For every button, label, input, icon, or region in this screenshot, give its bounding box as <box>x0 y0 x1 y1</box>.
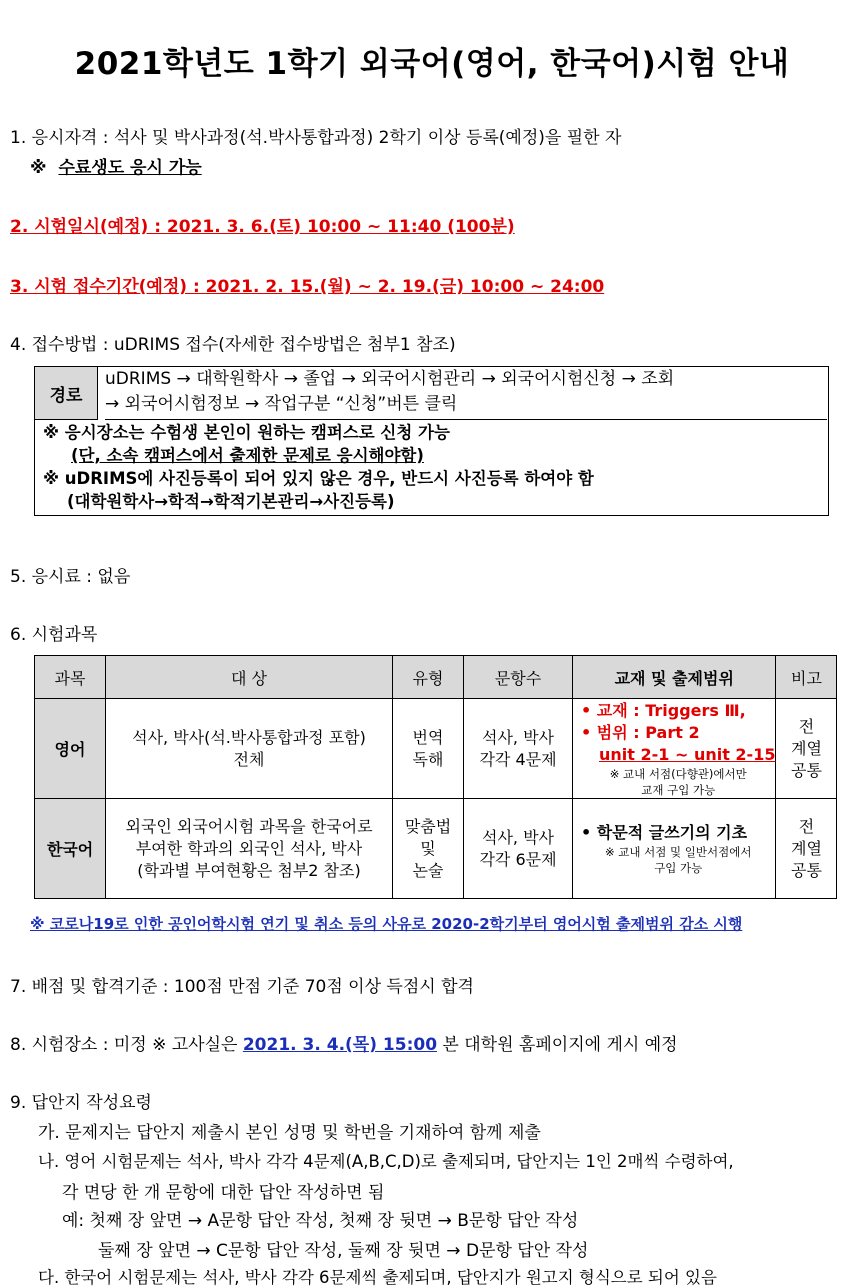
scoring-line: 7. 배점 및 합격기준 : 100점 만점 기준 70점 이상 득점시 합격 <box>10 977 474 997</box>
table-row-english <box>35 699 837 799</box>
note-korean-2: 계열 <box>791 838 822 858</box>
target-korean-3: (학과별 부여현황은 첨부2 참조) <box>137 860 361 880</box>
type-english <box>393 699 464 799</box>
subjects-table <box>34 655 837 899</box>
header-target: 대 상 <box>106 656 393 699</box>
answer-guide-example-1: 예: 첫째 장 앞면 → A문항 답안 작성, 첫째 장 뒷면 → B문항 답안 작성 <box>62 1211 579 1231</box>
material-english-2: • 범위 : Part 2 <box>581 722 700 742</box>
eligibility-note <box>30 153 202 178</box>
type-korean-3: 논술 <box>412 860 444 880</box>
target-english <box>106 699 393 799</box>
note-english-1: 전 <box>798 716 815 736</box>
header-material: 교재 및 출제범위 <box>573 656 776 699</box>
count-english-2: 각각 4문제 <box>479 749 557 769</box>
eligibility-note-text: 수료생도 응시 가능 <box>58 158 202 178</box>
type-korean-2: 및 <box>420 838 436 858</box>
material-english <box>573 699 776 799</box>
answer-guide-da: 다. 한국어 시험문제는 석사, 박사 각각 6문제씩 출제되며, 답안지가 원고지 형식으로 되어 있음 <box>38 1268 717 1287</box>
count-korean <box>464 799 573 899</box>
answer-guide-heading: 9. 답안지 작성요령 <box>10 1093 152 1113</box>
note-korean-1: 전 <box>798 816 815 836</box>
material-english-5: 교재 구입 가능 <box>641 782 716 797</box>
route-box <box>34 366 829 516</box>
note-english-3: 공통 <box>791 760 822 780</box>
table-header-row <box>35 656 837 699</box>
header-count: 문항수 <box>464 656 573 699</box>
answer-guide-ga: 가. 문제지는 답안지 제출시 본인 성명 및 학번을 기재하여 함께 제출 <box>38 1123 541 1143</box>
registration-period-line: 3. 시험 접수기간(예정) : 2021. 2. 15.(월) ~ 2. 19.(금) 10:00 ~ 24:00 <box>10 277 605 297</box>
route-note-4: (대학원학사→학적→학적기본관리→사진등록) <box>67 492 395 511</box>
route-note-2: (단, 소속 캠퍼스에서 출제한 문제로 응시해야함) <box>71 446 424 465</box>
route-note-3: ※ uDRIMS에 사진등록이 되어 있지 않은 경우, 반드시 사진등록 하여야 함 <box>43 469 594 488</box>
fee-line: 5. 응시료 : 없음 <box>10 567 131 587</box>
target-korean <box>106 799 393 899</box>
answer-guide-example-2: 둘째 장 앞면 → C문항 답안 작성, 둘째 장 뒷면 → D문항 답안 작성 <box>98 1241 589 1261</box>
header-note: 비고 <box>776 656 837 699</box>
route-note-1: ※ 응시장소는 수험생 본인이 원하는 캠퍼스로 신청 가능 <box>43 423 450 442</box>
exam-location-line <box>10 1030 678 1055</box>
type-english-2: 독해 <box>412 749 444 769</box>
subjects-heading: 6. 시험과목 <box>10 625 98 645</box>
note-english <box>776 699 837 799</box>
material-korean-2: ※ 교내 서점 및 일반서점에서 <box>605 844 752 859</box>
material-english-4: ※ 교내 서점(다향관)에서만 <box>609 766 747 781</box>
target-korean-1: 외국인 외국어시험 과목을 한국어로 <box>125 816 373 836</box>
material-english-3: unit 2-1 ~ unit 2-15 <box>599 744 776 764</box>
target-english-2: 전체 <box>233 749 265 769</box>
note-english-2: 계열 <box>791 738 822 758</box>
header-type: 유형 <box>393 656 464 699</box>
type-korean-1: 맞춤법 <box>404 816 452 836</box>
covid-note: ※ 코로나19로 인한 공인어학시험 연기 및 취소 등의 사유로 2020-2학기부터 영어시험 출제범위 감소 시행 <box>30 915 743 933</box>
registration-method-line: 4. 접수방법 : uDRIMS 접수(자세한 접수방법은 첨부1 참조) <box>10 335 456 355</box>
count-korean-1: 석사, 박사 <box>482 827 554 847</box>
route-line-2: → 외국어시험정보 → 작업구분 “신청”버튼 클릭 <box>105 394 458 414</box>
note-korean <box>776 799 837 899</box>
route-label: 경로 <box>35 367 98 420</box>
answer-guide-na-1: 나. 영어 시험문제는 석사, 박사 각각 4문제(A,B,C,D)로 출제되며, 답안지는 1인 2매씩 수령하여, <box>38 1152 734 1171</box>
subject-english: 영어 <box>35 699 106 799</box>
route-notes <box>43 421 594 513</box>
eligibility-line: 1. 응시자격 : 석사 및 박사과정(석.박사통합과정) 2학기 이상 등록(예정)을 필한 자 <box>10 128 622 148</box>
type-english-1: 번역 <box>412 727 444 747</box>
material-korean-3: 구입 가능 <box>654 860 703 875</box>
material-korean-1: • 학문적 글쓰기의 기초 <box>581 822 748 842</box>
page-title: 2021학년도 1학기 외국어(영어, 한국어)시험 안내 <box>74 46 790 82</box>
route-path <box>105 367 827 420</box>
table-row-korean <box>35 799 837 899</box>
exam-room-date: 2021. 3. 4.(목) 15:00 <box>242 1035 438 1055</box>
target-english-1: 석사, 박사(석.박사통합과정 포함) <box>132 727 366 747</box>
exam-location-pre: 8. 시험장소 : 미정 ※ 고사실은 <box>10 1035 243 1055</box>
header-subject: 과목 <box>35 656 106 699</box>
answer-guide-na-2: 각 면당 한 개 문항에 대한 답안 작성하면 됨 <box>62 1183 385 1203</box>
type-korean <box>393 799 464 899</box>
exam-location-post: 본 대학원 홈페이지에 게시 예정 <box>437 1035 678 1055</box>
subject-korean: 한국어 <box>35 799 106 899</box>
material-korean <box>573 799 776 899</box>
target-korean-2: 부여한 학과의 외국인 석사, 박사 <box>135 838 363 858</box>
count-english <box>464 699 573 799</box>
count-korean-2: 각각 6문제 <box>479 849 557 869</box>
material-english-1: • 교재 : Triggers Ⅲ, <box>581 700 746 720</box>
route-line-1: uDRIMS → 대학원학사 → 졸업 → 외국어시험관리 → 외국어시험신청 → 조회 <box>105 369 675 389</box>
count-english-1: 석사, 박사 <box>482 727 554 747</box>
note-mark: ※ <box>30 158 47 178</box>
exam-date-line: 2. 시험일시(예정) : 2021. 3. 6.(토) 10:00 ~ 11:40 (100분) <box>10 217 515 237</box>
note-korean-3: 공통 <box>791 860 822 880</box>
